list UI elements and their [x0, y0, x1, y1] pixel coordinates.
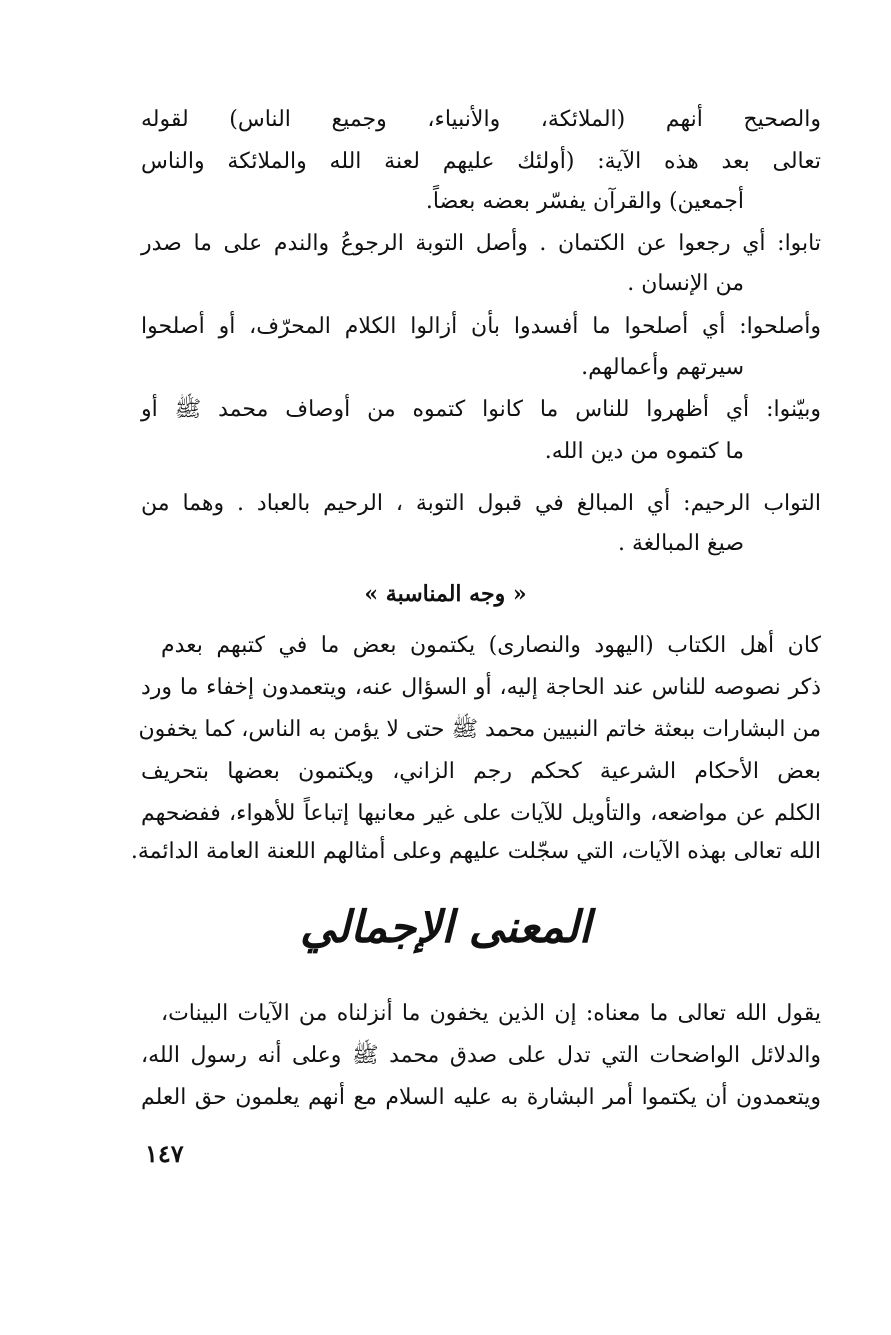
paragraph-line: يقول الله تعالى ما معناه: إن الذين يخفون ما أنزلناه من الآيات البينات، — [161, 1001, 821, 1026]
definition-line: وأصلحوا: أي أصلحوا ما أفسدوا بأن أزالوا الكلام المحرّف، أو أصلحوا — [141, 314, 821, 339]
paragraph-line: بعض الأحكام الشرعية كحكم رجم الزاني، ويكتمون بعضها بتحريف — [141, 759, 821, 784]
paragraph-line: ويتعمدون أن يكتموا أمر البشارة به عليه السلام مع أنهم يعلمون حق العلم — [141, 1085, 821, 1110]
section-heading: « وجه المناسبة » — [364, 581, 527, 607]
text-line: والصحيح أنهم (الملائكة، والأنبياء، وجميع الناس) لقوله — [141, 107, 821, 132]
text-line: ما كتموه من دين الله. — [544, 439, 744, 464]
text-line: صيغ المبالغة . — [618, 531, 744, 556]
paragraph-line: كان أهل الكتاب (اليهود والنصارى) يكتمون بعض ما في كتبهم بعدم — [161, 633, 821, 658]
paragraph-line: ذكر نصوصه للناس عند الحاجة إليه، أو السؤال عنه، ويتعمدون إخفاء ما ورد — [141, 675, 821, 700]
paragraph-line: الله تعالى بهذه الآيات، التي سجّلت عليهم وعلى أمثالهم اللعنة العامة الدائمة. — [130, 839, 821, 864]
calligraphic-heading: المعنى الإجمالي — [299, 902, 591, 953]
text-line: تعالى بعد هذه الآية: (أولئك عليهم لعنة الله والملائكة والناس — [141, 149, 821, 174]
page-number: ١٤٧ — [145, 1139, 184, 1168]
paragraph-line: الكلم عن مواضعه، والتأويل للآيات على غير معانيها إتباعاً للأهواء، ففضحهم — [141, 801, 821, 826]
text-line: سيرتهم وأعمالهم. — [581, 355, 744, 380]
text-line: من الإنسان . — [627, 271, 744, 296]
paragraph-line: والدلائل الواضحات التي تدل على صدق محمد ﷺ وعلى أنه رسول الله، — [141, 1043, 821, 1068]
text-line: أجمعين) والقرآن يفسّر بعضه بعضاً. — [425, 189, 744, 214]
definition-line: التواب الرحيم: أي المبالغ في قبول التوبة ، الرحيم بالعباد . وهما من — [141, 491, 821, 516]
definition-line: وبيّنوا: أي أظهروا للناس ما كانوا كتموه من أوصاف محمد ﷺ أو — [141, 397, 821, 422]
definition-line: تابوا: أي رجعوا عن الكتمان . وأصل التوبة الرجوعُ والندم على ما صدر — [141, 231, 821, 256]
paragraph-line: من البشارات ببعثة خاتم النبيين محمد ﷺ حتى لا يؤمن به الناس، كما يخفون — [138, 717, 821, 742]
